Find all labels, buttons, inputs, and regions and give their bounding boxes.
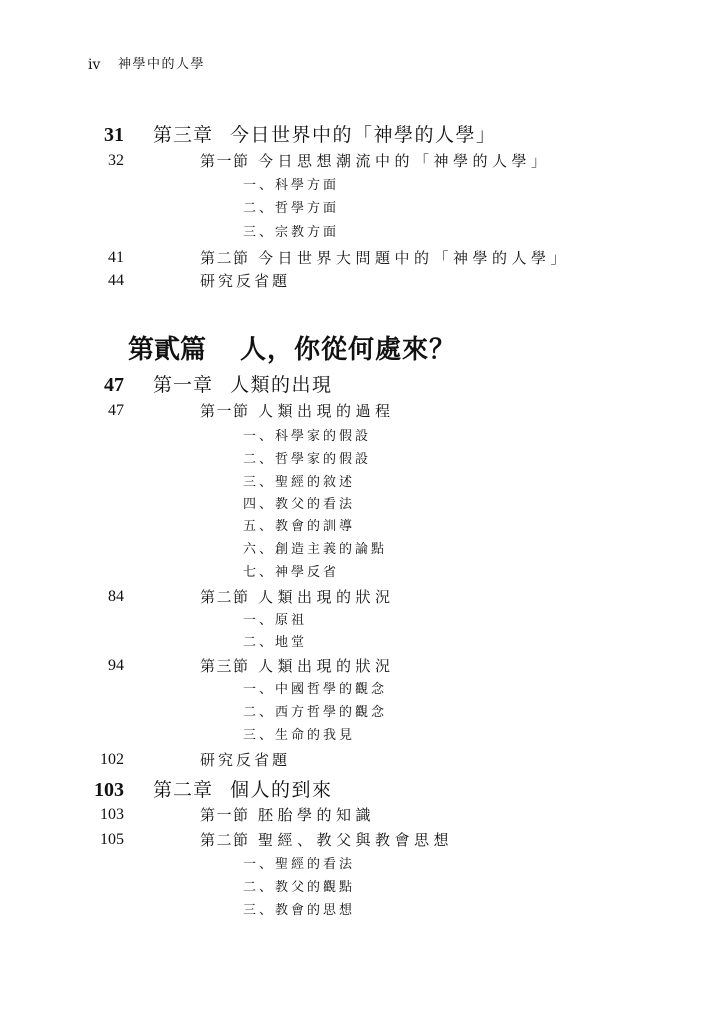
subitem-text: 二、教父的觀點 [243,880,356,895]
chapter-label: 第三章 [153,124,214,146]
section-label: 第二節 [200,831,250,849]
section-title: 人類出現的狀況 [258,588,395,606]
toc-subitem [0,561,728,585]
toc-subitem [0,538,728,562]
toc-page-number: 103 [100,806,124,823]
chapter-title: 今日世界中的「神學的人學」 [230,124,497,146]
subitem-text: 一、科學方面 [243,178,340,193]
subitem-text: 三、宗教方面 [243,225,340,240]
subitem-text: 二、哲學家的假設 [243,452,372,467]
toc-subitem [0,493,728,517]
subitem-text: 一、中國哲學的觀念 [243,682,388,697]
section-title: 今日思想潮流中的「神學的人學」 [258,152,551,170]
toc-page-number: 103 [94,779,124,801]
subitem-text: 三、生命的我見 [243,728,356,743]
subitem-text: 五、教會的訓導 [243,519,356,534]
toc-section-entry [0,654,728,678]
subitem-text: 四、教父的看法 [243,497,356,512]
toc-subitem [0,174,728,198]
toc-page-number: 44 [108,272,124,289]
chapter-label: 第一章 [153,374,214,396]
section-title: 聖經、教父與教會思想 [258,831,454,849]
chapter-label: 第二章 [153,779,214,801]
toc-study-questions-entry [0,748,728,772]
subitem-text: 七、神學反省 [243,565,340,580]
toc-subitem [0,899,728,923]
part-heading [0,332,728,368]
part-label: 第貳篇 [128,335,207,365]
page-number: iv [88,57,101,73]
toc-chapter-entry [0,123,728,147]
chapter-title: 人類的出現 [230,374,333,396]
section-label: 第三節 [200,657,250,675]
toc-subitem [0,724,728,748]
subitem-text: 二、地堂 [243,635,308,650]
toc-subitem [0,471,728,495]
toc-subitem [0,631,728,655]
toc-section-entry [0,149,728,173]
toc-subitem [0,221,728,245]
toc-section-entry [0,399,728,423]
subitem-text: 二、哲學方面 [243,201,340,216]
section-label: 第二節 [200,588,250,606]
study-questions-title: 研究反省題 [200,751,291,769]
running-header [0,55,728,75]
section-label: 第一節 [200,402,250,420]
subitem-text: 三、教會的思想 [243,903,356,918]
subitem-text: 一、聖經的看法 [243,857,356,872]
toc-page-number: 84 [108,588,124,605]
section-label: 第一節 [200,806,250,824]
subitem-text: 六、創造主義的論點 [243,542,388,557]
toc-subitem [0,853,728,877]
toc-section-entry [0,585,728,609]
toc-subitem [0,425,728,449]
study-questions-title: 研究反省題 [200,272,291,290]
section-label: 第二節 [200,249,250,267]
toc-study-questions-entry [0,269,728,293]
toc-page-number: 105 [100,831,124,848]
toc-section-entry [0,803,728,827]
subitem-text: 二、西方哲學的觀念 [243,705,388,720]
toc-subitem [0,876,728,900]
section-title: 人類出現的過程 [258,402,395,420]
toc-subitem [0,701,728,725]
toc-page-number: 102 [100,751,124,768]
subitem-text: 一、科學家的假設 [243,429,372,444]
section-title: 人類出現的狀況 [258,657,395,675]
toc-subitem [0,678,728,702]
toc-page-number: 31 [104,124,124,146]
toc-chapter-entry [0,373,728,397]
section-title: 今日世界大問題中的「神學的人學」 [258,249,571,267]
toc-page-number: 41 [108,249,124,266]
toc-subitem [0,515,728,539]
book-title: 神學中的人學 [118,57,206,72]
toc-section-entry [0,828,728,852]
toc-page-number: 47 [104,374,124,396]
toc-subitem [0,448,728,472]
toc-section-entry [0,246,728,270]
part-title: 人，你從何處來？ [240,335,457,365]
toc-subitem [0,609,728,633]
section-label: 第一節 [200,152,250,170]
subitem-text: 一、原祖 [243,613,308,628]
toc-page-number: 47 [108,402,124,419]
toc-subitem [0,197,728,221]
toc-chapter-entry [0,778,728,802]
toc-page-number: 94 [108,657,124,674]
section-title: 胚胎學的知識 [258,806,376,824]
chapter-title: 個人的到來 [230,779,333,801]
subitem-text: 三、聖經的敘述 [243,475,356,490]
toc-page-number: 32 [108,152,124,169]
